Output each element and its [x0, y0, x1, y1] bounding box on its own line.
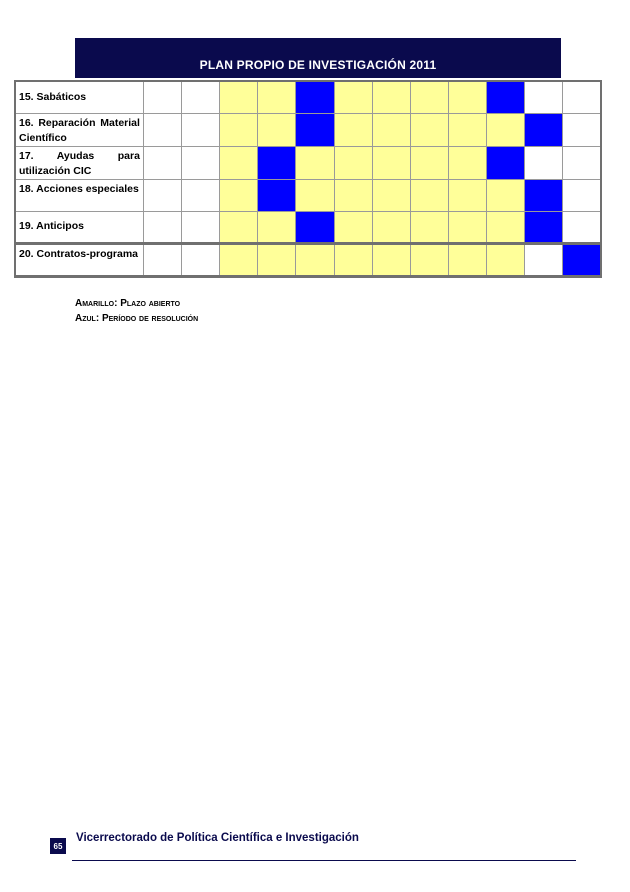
table-row	[15, 113, 601, 146]
schedule-cell	[258, 146, 296, 179]
schedule-cell	[487, 243, 525, 276]
schedule-cell	[143, 146, 181, 179]
legend-yellow-key: Amarillo	[75, 298, 115, 309]
schedule-cell	[525, 243, 563, 276]
schedule-cell	[410, 146, 448, 179]
schedule-cell	[334, 211, 372, 243]
legend-separator: :	[114, 298, 121, 309]
page-header	[75, 38, 561, 78]
schedule-cell	[296, 81, 334, 113]
schedule-cell	[334, 243, 372, 276]
schedule-cell	[334, 113, 372, 146]
schedule-cell	[410, 81, 448, 113]
row-label: 15. Sabáticos	[15, 81, 143, 113]
schedule-cell	[143, 81, 181, 113]
schedule-cell	[372, 211, 410, 243]
legend-yellow	[75, 296, 198, 311]
schedule-cell	[182, 113, 220, 146]
schedule-cell	[143, 179, 181, 211]
table-row	[15, 243, 601, 276]
schedule-cell	[220, 211, 258, 243]
page-title: PLAN PROPIO DE INVESTIGACIÓN 2011	[199, 58, 437, 72]
schedule-cell	[258, 113, 296, 146]
schedule-cell	[220, 243, 258, 276]
schedule-cell	[448, 211, 486, 243]
schedule-cell	[182, 211, 220, 243]
legend-blue-value: Período de resolución	[101, 313, 199, 324]
schedule-cell	[448, 113, 486, 146]
schedule-cell	[487, 81, 525, 113]
schedule-cell	[296, 179, 334, 211]
schedule-cell	[487, 146, 525, 179]
row-label: 16. Reparación Material Científico	[15, 113, 143, 146]
page-number: 65	[50, 838, 66, 854]
schedule-cell	[220, 146, 258, 179]
schedule-cell	[143, 113, 181, 146]
table-row	[15, 81, 601, 113]
schedule-cell	[563, 146, 601, 179]
schedule-cell	[410, 179, 448, 211]
footer-text: Vicerrectorado de Política Científica e Investigación	[76, 832, 359, 844]
legend-separator: :	[95, 313, 102, 324]
schedule-cell	[182, 146, 220, 179]
schedule-cell	[410, 211, 448, 243]
schedule-cell	[563, 81, 601, 113]
schedule-cell	[525, 113, 563, 146]
schedule-cell	[372, 243, 410, 276]
schedule-cell	[410, 243, 448, 276]
schedule-cell	[448, 179, 486, 211]
schedule-cell	[258, 243, 296, 276]
legend-yellow-value: Plazo abierto	[120, 298, 181, 309]
schedule-cell	[372, 179, 410, 211]
schedule-cell	[258, 211, 296, 243]
legend-blue-key: Azul	[75, 313, 96, 324]
row-label: 20. Contratos-programa	[15, 243, 143, 276]
legend-blue	[75, 311, 198, 326]
table-row	[15, 179, 601, 211]
schedule-cell	[220, 113, 258, 146]
schedule-cell	[296, 211, 334, 243]
schedule-cell	[563, 113, 601, 146]
row-label: 17. Ayudas para utilización CIC	[15, 146, 143, 179]
schedule-cell	[220, 81, 258, 113]
schedule-cell	[563, 211, 601, 243]
schedule-cell	[296, 113, 334, 146]
table-row	[15, 146, 601, 179]
footer-divider	[72, 860, 576, 861]
schedule-cell	[372, 81, 410, 113]
schedule-cell	[563, 179, 601, 211]
schedule-cell	[334, 146, 372, 179]
schedule-cell	[525, 146, 563, 179]
schedule-cell	[334, 179, 372, 211]
schedule-cell	[448, 81, 486, 113]
schedule-cell	[372, 113, 410, 146]
schedule-cell	[487, 113, 525, 146]
schedule-cell	[296, 146, 334, 179]
schedule-cell	[525, 211, 563, 243]
schedule-cell	[182, 179, 220, 211]
schedule-table	[14, 80, 602, 278]
schedule-cell	[525, 81, 563, 113]
schedule-cell	[258, 81, 296, 113]
schedule-cell	[220, 179, 258, 211]
schedule-cell	[143, 211, 181, 243]
schedule-cell	[296, 243, 334, 276]
row-label: 18. Acciones especiales	[15, 179, 143, 211]
schedule-cell	[448, 146, 486, 179]
schedule-cell	[334, 81, 372, 113]
row-label: 19. Anticipos	[15, 211, 143, 243]
schedule-cell	[410, 113, 448, 146]
schedule-cell	[182, 81, 220, 113]
schedule-cell	[487, 211, 525, 243]
schedule-cell	[182, 243, 220, 276]
schedule-cell	[525, 179, 563, 211]
schedule-cell	[448, 243, 486, 276]
table-row	[15, 211, 601, 243]
schedule-cell	[487, 179, 525, 211]
schedule-cell	[143, 243, 181, 276]
schedule-cell	[563, 243, 601, 276]
schedule-cell	[372, 146, 410, 179]
schedule-cell	[258, 179, 296, 211]
legend	[75, 296, 198, 326]
